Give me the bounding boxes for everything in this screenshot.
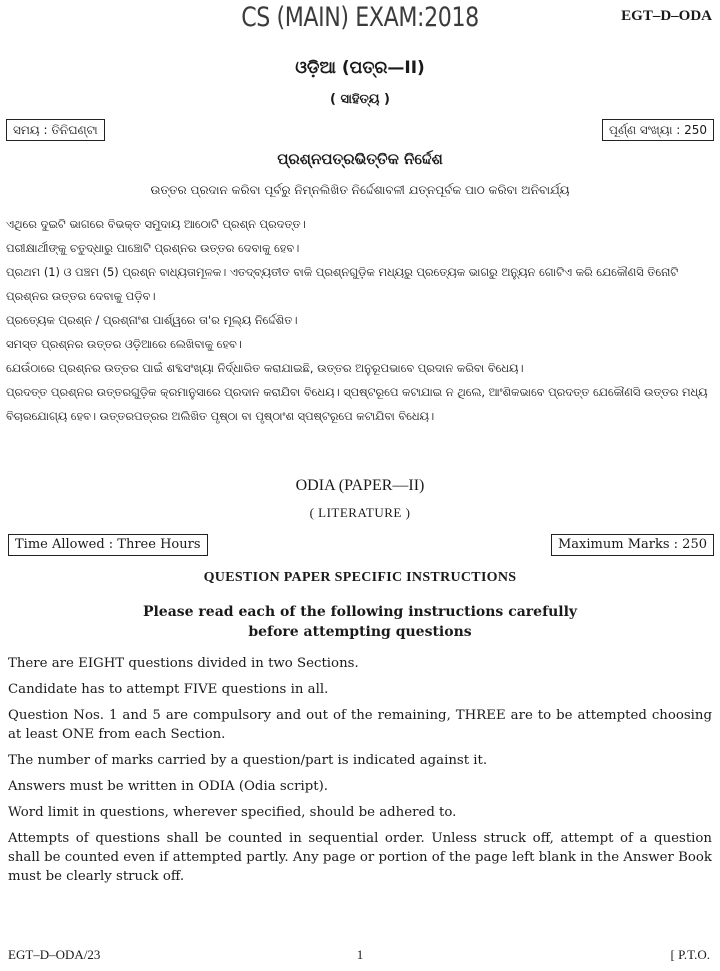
- list-item: ସମସ୍ତ ପ୍ରଶ୍ନର ଉତ୍ତର ଓଡ଼ିଆରେ ଲେଖିବାକୁ ହେବ।: [6, 337, 242, 351]
- odia-instructions-heading: ପ୍ରଶ୍ନପତ୍ରଭିତ୍ତିକ ନିର୍ଦ୍ଦେଶ: [277, 150, 443, 168]
- page-number: 1: [356, 947, 364, 962]
- odia-time-allowed: ସମୟ : ତିନିଘଣ୍ଟା: [6, 119, 105, 141]
- paper-code: EGT–D–ODA: [621, 8, 712, 24]
- list-item: There are EIGHT questions divided in two Sections.: [8, 656, 359, 671]
- english-instructions-heading: QUESTION PAPER SPECIFIC INSTRUCTIONS: [203, 570, 517, 585]
- list-item: ଏଥିରେ ଦୁଇଟି ଭାଗରେ ବିଭକ୍ତ ସମୁଦାୟ ଆଠୋଟି ପ୍ରଶ୍ନ ପ୍ରଦତ୍ତ।: [6, 217, 306, 231]
- list-item: Word limit in questions, wherever specified, should be adhered to.: [8, 805, 457, 820]
- pto-label: [ P.T.O.: [670, 947, 710, 962]
- english-instructions-intro: [0, 602, 720, 642]
- list-item: Question Nos. 1 and 5 are compulsory and out of the remaining, THREE are to be attempted choosing at least ONE from each Section.: [8, 708, 712, 742]
- english-paper-title: ODIA (PAPER—II): [295, 477, 425, 494]
- list-item: Candidate has to attempt FIVE questions in all.: [8, 682, 329, 697]
- intro-line: Please read each of the following instructions carefully: [142, 604, 578, 620]
- odia-paper-subtitle: ( ସାହିତ୍ୟ ): [330, 92, 390, 107]
- list-item: ପରୀକ୍ଷାର୍ଥୀଙ୍କୁ ଚତୁଦ୍ଧାରୁ ପାଞ୍ଚୋଟି ପ୍ରଶ୍ନର ଉତ୍ତର ଦେବାକୁ ହେବ।: [6, 241, 300, 255]
- list-item: The number of marks carried by a question/part is indicated against it.: [8, 753, 488, 768]
- exam-title: CS (MAIN) EXAM:2018: [241, 2, 479, 33]
- odia-max-marks: ପୂର୍ଣ୍ଣ ସଂଖ୍ୟା : 250: [602, 119, 714, 141]
- list-item: ଯେଉଁଠାରେ ପ୍ରଶ୍ନର ଉତ୍ତର ପାଇଁ ଶବ୍ଦସଂଖ୍ୟା ନିର୍ଦ୍ଧାରିତ କରାଯାଇଛି, ଉତ୍ତର ଅନୁରୂପଭାବେ ପ୍ରଦାନ କରିବା ବିଧେୟ।: [6, 361, 524, 375]
- english-time-allowed: Time Allowed : Three Hours: [8, 534, 208, 556]
- list-item: ପ୍ରଥମ (1) ଓ ପଞ୍ଚମ (5) ପ୍ରଶ୍ନ ବାଧ୍ୟତାମୂଳକ। ଏତଦ୍‌ବ୍ୟତୀତ ବାକି ପ୍ରଶ୍ନଗୁଡ଼ିକ ମଧ୍ୟରୁ ପ୍ରତ୍ୟେକ ଭାଗରୁ ଅନ୍ୟୁନ ଗୋଟିଏ କରି ଯେକୌଣସି ତିନୋଟି ପ୍ରଶ୍ନର ଉତ୍ତର ଦେବାକୁ ପଡ଼ିବ।: [6, 265, 679, 303]
- list-item: Answers must be written in ODIA (Odia script).: [8, 779, 329, 794]
- intro-line: before attempting questions: [248, 624, 472, 640]
- odia-instructions-list: [6, 212, 714, 428]
- english-instructions-list: [8, 654, 712, 893]
- english-paper-subtitle: ( LITERATURE ): [309, 505, 411, 520]
- english-max-marks: Maximum Marks : 250: [551, 534, 714, 556]
- list-item: Attempts of questions shall be counted in sequential order. Unless struck off, attempt of a question shall be counted even if attempted partly. Any page or portion of the page left blank in the Answer Book must be clearly struck off.: [8, 831, 712, 884]
- odia-instructions-intro: ଉତ୍ତର ପ୍ରଦାନ କରିବା ପୂର୍ବରୁ ନିମ୍ନଲିଖିତ ନିର୍ଦ୍ଦେଶାବଳୀ ଯତ୍ନପୂର୍ବକ ପାଠ କରିବା ଅନିବାର୍ଯ୍ୟ: [150, 183, 570, 197]
- odia-paper-title: ଓଡ଼ିଆ (ପତ୍ର—II): [295, 58, 425, 78]
- list-item: ପ୍ରତ୍ୟେକ ପ୍ରଶ୍ନ / ପ୍ରଶ୍ନାଂଶ ପାର୍ଶ୍ୱରେ ତା'ର ମୂଲ୍ୟ ନିର୍ଦ୍ଦେଶିତ।: [6, 313, 298, 327]
- list-item: ପ୍ରଦତ୍ତ ପ୍ରଶ୍ନର ଉତ୍ତରଗୁଡ଼ିକ କ୍ରମାନୁସାରେ ପ୍ରଦାନ କରାଯିବା ବିଧେୟ। ସ୍ପଷ୍ଟରୂପେ କଟାଯାଇ ନ ଥିଲେ, ଆଂଶିକଭାବେ ପ୍ରଦତ୍ତ ଯେକୌଣସି ଉତ୍ତର ମଧ୍ୟ ବିଚାରଯୋଗ୍ୟ ହେବ। ଉତ୍ତରପତ୍ରର ଅଲିଖିତ ପୃଷ୍ଠା ବା ପୃଷ୍ଠାଂଶ ସ୍ପଷ୍ଟରୂପେ କଟାଯିବା ବିଧେୟ।: [6, 385, 708, 423]
- footer-code: EGT–D–ODA/23: [8, 947, 101, 962]
